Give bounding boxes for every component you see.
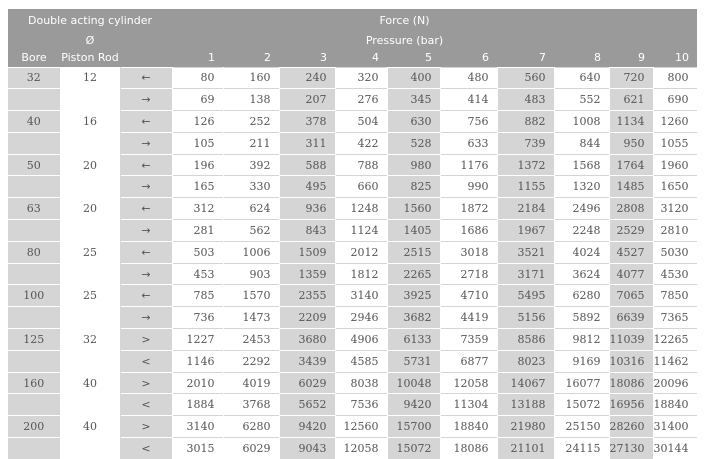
force-value-cell: 25150 bbox=[554, 416, 609, 438]
force-value-cell: 11304 bbox=[440, 394, 497, 416]
force-value-cell: 2184 bbox=[497, 198, 554, 220]
piston-rod-cell: 32 bbox=[60, 329, 120, 351]
force-value-cell: 1884 bbox=[172, 394, 223, 416]
force-value-cell: 560 bbox=[497, 67, 554, 89]
force-value-cell: 3682 bbox=[387, 307, 440, 329]
force-value-cell: 2209 bbox=[279, 307, 335, 329]
table-row bbox=[8, 263, 697, 285]
force-value-cell: 1227 bbox=[172, 329, 223, 351]
force-value-cell: 138 bbox=[223, 89, 279, 111]
bore-cell: 63 bbox=[8, 198, 60, 220]
force-value-cell: 18840 bbox=[653, 394, 697, 416]
direction-cell: → bbox=[120, 307, 172, 329]
header-blank bbox=[120, 49, 172, 67]
force-value-cell: 345 bbox=[387, 89, 440, 111]
bore-cell bbox=[8, 307, 60, 329]
bore-cell bbox=[8, 132, 60, 154]
bore-cell bbox=[8, 394, 60, 416]
force-value-cell: 240 bbox=[279, 67, 335, 89]
force-value-cell: 3018 bbox=[440, 241, 497, 263]
piston-rod-cell bbox=[60, 176, 120, 198]
force-value-cell: 1485 bbox=[609, 176, 653, 198]
piston-rod-cell: 25 bbox=[60, 241, 120, 263]
header-blank bbox=[120, 31, 172, 49]
force-value-cell: 980 bbox=[387, 154, 440, 176]
force-value-cell: 6639 bbox=[609, 307, 653, 329]
force-value-cell: 15072 bbox=[387, 438, 440, 459]
force-value-cell: 950 bbox=[609, 132, 653, 154]
force-value-cell: 1176 bbox=[440, 154, 497, 176]
piston-rod-cell: 12 bbox=[60, 67, 120, 89]
direction-cell: → bbox=[120, 132, 172, 154]
force-value-cell: 7536 bbox=[335, 394, 387, 416]
force-value-cell: 211 bbox=[223, 132, 279, 154]
pressure-header-5: 5 bbox=[387, 49, 440, 67]
force-value-cell: 4419 bbox=[440, 307, 497, 329]
force-value-cell: 7365 bbox=[653, 307, 697, 329]
force-value-cell: 9812 bbox=[554, 329, 609, 351]
force-value-cell: 562 bbox=[223, 220, 279, 242]
force-value-cell: 252 bbox=[223, 111, 279, 133]
force-value-cell: 903 bbox=[223, 263, 279, 285]
direction-cell: ← bbox=[120, 154, 172, 176]
force-value-cell: 165 bbox=[172, 176, 223, 198]
force-value-cell: 843 bbox=[279, 220, 335, 242]
force-value-cell: 18086 bbox=[440, 438, 497, 459]
force-value-cell: 1812 bbox=[335, 263, 387, 285]
force-value-cell: 28260 bbox=[609, 416, 653, 438]
table-row bbox=[8, 307, 697, 329]
pressure-header-7: 7 bbox=[497, 49, 554, 67]
piston-rod-cell bbox=[60, 132, 120, 154]
piston-rod-cell: 25 bbox=[60, 285, 120, 307]
piston-rod-cell: 20 bbox=[60, 154, 120, 176]
force-value-cell: 5156 bbox=[497, 307, 554, 329]
force-value-cell: 330 bbox=[223, 176, 279, 198]
force-value-cell: 528 bbox=[387, 132, 440, 154]
force-value-cell: 6280 bbox=[554, 285, 609, 307]
force-value-cell: 21101 bbox=[497, 438, 554, 459]
force-value-cell: 6133 bbox=[387, 329, 440, 351]
direction-cell: > bbox=[120, 372, 172, 394]
force-value-cell: 6029 bbox=[279, 372, 335, 394]
force-value-cell: 160 bbox=[223, 67, 279, 89]
force-value-cell: 1568 bbox=[554, 154, 609, 176]
direction-cell: → bbox=[120, 220, 172, 242]
force-value-cell: 105 bbox=[172, 132, 223, 154]
force-value-cell: 1146 bbox=[172, 350, 223, 372]
piston-rod-cell: 16 bbox=[60, 111, 120, 133]
bore-cell: 40 bbox=[8, 111, 60, 133]
force-value-cell: 1570 bbox=[223, 285, 279, 307]
force-value-cell: 3015 bbox=[172, 438, 223, 459]
force-value-cell: 1372 bbox=[497, 154, 554, 176]
force-value-cell: 14067 bbox=[497, 372, 554, 394]
force-value-cell: 4024 bbox=[554, 241, 609, 263]
table-row bbox=[8, 67, 697, 89]
force-value-cell: 8023 bbox=[497, 350, 554, 372]
force-value-cell: 1320 bbox=[554, 176, 609, 198]
force-value-cell: 3439 bbox=[279, 350, 335, 372]
bore-cell bbox=[8, 438, 60, 459]
force-value-cell: 10316 bbox=[609, 350, 653, 372]
force-value-cell: 7850 bbox=[653, 285, 697, 307]
force-value-cell: 4530 bbox=[653, 263, 697, 285]
direction-cell: → bbox=[120, 89, 172, 111]
force-value-cell: 936 bbox=[279, 198, 335, 220]
bore-cell: 80 bbox=[8, 241, 60, 263]
bore-cell: 32 bbox=[8, 67, 60, 89]
force-value-cell: 503 bbox=[172, 241, 223, 263]
force-value-cell: 1248 bbox=[335, 198, 387, 220]
force-value-cell: 1008 bbox=[554, 111, 609, 133]
force-value-cell: 2292 bbox=[223, 350, 279, 372]
direction-cell: < bbox=[120, 438, 172, 459]
force-value-cell: 422 bbox=[335, 132, 387, 154]
bore-cell: 200 bbox=[8, 416, 60, 438]
force-value-cell: 2010 bbox=[172, 372, 223, 394]
table-row bbox=[8, 111, 697, 133]
table-header bbox=[8, 9, 697, 67]
force-value-cell: 2808 bbox=[609, 198, 653, 220]
direction-cell: → bbox=[120, 263, 172, 285]
bore-cell: 160 bbox=[8, 372, 60, 394]
piston-rod-cell bbox=[60, 263, 120, 285]
force-value-cell: 3680 bbox=[279, 329, 335, 351]
piston-rod-cell bbox=[60, 438, 120, 459]
force-value-cell: 739 bbox=[497, 132, 554, 154]
bore-cell bbox=[8, 350, 60, 372]
force-value-cell: 80 bbox=[172, 67, 223, 89]
force-value-cell: 8586 bbox=[497, 329, 554, 351]
force-value-cell: 30144 bbox=[653, 438, 697, 459]
force-value-cell: 69 bbox=[172, 89, 223, 111]
force-value-cell: 5495 bbox=[497, 285, 554, 307]
force-value-cell: 2529 bbox=[609, 220, 653, 242]
force-value-cell: 196 bbox=[172, 154, 223, 176]
pressure-header-10: 10 bbox=[653, 49, 697, 67]
piston-rod-cell bbox=[60, 394, 120, 416]
table-row bbox=[8, 285, 697, 307]
force-value-cell: 12560 bbox=[335, 416, 387, 438]
force-value-cell: 4710 bbox=[440, 285, 497, 307]
force-value-cell: 7065 bbox=[609, 285, 653, 307]
force-value-cell: 9420 bbox=[279, 416, 335, 438]
direction-cell: ← bbox=[120, 285, 172, 307]
table-row bbox=[8, 350, 697, 372]
force-value-cell: 756 bbox=[440, 111, 497, 133]
force-value-cell: 788 bbox=[335, 154, 387, 176]
force-value-cell: 378 bbox=[279, 111, 335, 133]
table-row bbox=[8, 220, 697, 242]
force-value-cell: 9043 bbox=[279, 438, 335, 459]
force-value-cell: 8038 bbox=[335, 372, 387, 394]
force-value-cell: 9420 bbox=[387, 394, 440, 416]
force-value-cell: 690 bbox=[653, 89, 697, 111]
force-value-cell: 3140 bbox=[172, 416, 223, 438]
force-value-cell: 3521 bbox=[497, 241, 554, 263]
force-value-cell: 6280 bbox=[223, 416, 279, 438]
force-value-cell: 3171 bbox=[497, 263, 554, 285]
force-value-cell: 31400 bbox=[653, 416, 697, 438]
bore-cell bbox=[8, 263, 60, 285]
force-label: Force (N) bbox=[172, 9, 697, 31]
force-value-cell: 2012 bbox=[335, 241, 387, 263]
piston-rod-cell: 40 bbox=[60, 416, 120, 438]
force-value-cell: 4527 bbox=[609, 241, 653, 263]
table-row bbox=[8, 89, 697, 111]
bore-cell: 50 bbox=[8, 154, 60, 176]
force-value-cell: 281 bbox=[172, 220, 223, 242]
force-value-cell: 882 bbox=[497, 111, 554, 133]
table-row bbox=[8, 132, 697, 154]
pressure-header-6: 6 bbox=[440, 49, 497, 67]
pressure-header-4: 4 bbox=[335, 49, 387, 67]
force-value-cell: 15700 bbox=[387, 416, 440, 438]
force-value-cell: 12058 bbox=[440, 372, 497, 394]
force-value-cell: 11039 bbox=[609, 329, 653, 351]
force-value-cell: 2355 bbox=[279, 285, 335, 307]
force-value-cell: 320 bbox=[335, 67, 387, 89]
force-value-cell: 2248 bbox=[554, 220, 609, 242]
pressure-header-8: 8 bbox=[554, 49, 609, 67]
force-value-cell: 12058 bbox=[335, 438, 387, 459]
table-row bbox=[8, 329, 697, 351]
force-value-cell: 9169 bbox=[554, 350, 609, 372]
bore-cell bbox=[8, 89, 60, 111]
direction-cell: < bbox=[120, 350, 172, 372]
table-row bbox=[8, 154, 697, 176]
force-value-cell: 785 bbox=[172, 285, 223, 307]
force-value-cell: 483 bbox=[497, 89, 554, 111]
pressure-header-3: 3 bbox=[279, 49, 335, 67]
force-value-cell: 3768 bbox=[223, 394, 279, 416]
force-value-cell: 7359 bbox=[440, 329, 497, 351]
force-value-cell: 1124 bbox=[335, 220, 387, 242]
force-value-cell: 800 bbox=[653, 67, 697, 89]
force-value-cell: 630 bbox=[387, 111, 440, 133]
direction-cell: ← bbox=[120, 111, 172, 133]
force-value-cell: 276 bbox=[335, 89, 387, 111]
piston-rod-cell bbox=[60, 220, 120, 242]
force-value-cell: 312 bbox=[172, 198, 223, 220]
force-value-cell: 1134 bbox=[609, 111, 653, 133]
force-value-cell: 660 bbox=[335, 176, 387, 198]
force-value-cell: 4585 bbox=[335, 350, 387, 372]
force-value-cell: 588 bbox=[279, 154, 335, 176]
force-value-cell: 552 bbox=[554, 89, 609, 111]
table-row bbox=[8, 198, 697, 220]
force-value-cell: 1960 bbox=[653, 154, 697, 176]
force-value-cell: 1509 bbox=[279, 241, 335, 263]
force-value-cell: 1560 bbox=[387, 198, 440, 220]
force-value-cell: 20096 bbox=[653, 372, 697, 394]
table-row bbox=[8, 176, 697, 198]
force-value-cell: 27130 bbox=[609, 438, 653, 459]
direction-cell: > bbox=[120, 329, 172, 351]
force-value-cell: 720 bbox=[609, 67, 653, 89]
force-value-cell: 2810 bbox=[653, 220, 697, 242]
force-value-cell: 1359 bbox=[279, 263, 335, 285]
force-value-cell: 495 bbox=[279, 176, 335, 198]
force-value-cell: 825 bbox=[387, 176, 440, 198]
force-value-cell: 207 bbox=[279, 89, 335, 111]
force-value-cell: 414 bbox=[440, 89, 497, 111]
force-value-cell: 1686 bbox=[440, 220, 497, 242]
force-value-cell: 1405 bbox=[387, 220, 440, 242]
force-value-cell: 15072 bbox=[554, 394, 609, 416]
force-value-cell: 400 bbox=[387, 67, 440, 89]
force-value-cell: 736 bbox=[172, 307, 223, 329]
force-value-cell: 3925 bbox=[387, 285, 440, 307]
force-value-cell: 3624 bbox=[554, 263, 609, 285]
piston-rod-label: Piston Rod bbox=[60, 49, 120, 67]
force-value-cell: 4077 bbox=[609, 263, 653, 285]
force-value-cell: 1967 bbox=[497, 220, 554, 242]
bore-cell: 125 bbox=[8, 329, 60, 351]
force-value-cell: 504 bbox=[335, 111, 387, 133]
direction-cell: → bbox=[120, 176, 172, 198]
header-blank bbox=[8, 31, 60, 49]
force-value-cell: 453 bbox=[172, 263, 223, 285]
force-value-cell: 2453 bbox=[223, 329, 279, 351]
table-row bbox=[8, 394, 697, 416]
force-value-cell: 480 bbox=[440, 67, 497, 89]
table-row bbox=[8, 416, 697, 438]
force-value-cell: 3120 bbox=[653, 198, 697, 220]
force-value-cell: 1473 bbox=[223, 307, 279, 329]
force-value-cell: 5892 bbox=[554, 307, 609, 329]
force-value-cell: 311 bbox=[279, 132, 335, 154]
piston-rod-cell bbox=[60, 89, 120, 111]
force-value-cell: 5030 bbox=[653, 241, 697, 263]
force-value-cell: 990 bbox=[440, 176, 497, 198]
table-row bbox=[8, 438, 697, 459]
force-value-cell: 11462 bbox=[653, 350, 697, 372]
force-value-cell: 1260 bbox=[653, 111, 697, 133]
force-value-cell: 6029 bbox=[223, 438, 279, 459]
force-value-cell: 1155 bbox=[497, 176, 554, 198]
direction-cell: < bbox=[120, 394, 172, 416]
force-value-cell: 844 bbox=[554, 132, 609, 154]
bore-cell: 100 bbox=[8, 285, 60, 307]
pressure-header-2: 2 bbox=[223, 49, 279, 67]
force-value-cell: 2946 bbox=[335, 307, 387, 329]
force-value-cell: 12265 bbox=[653, 329, 697, 351]
force-value-cell: 1872 bbox=[440, 198, 497, 220]
force-value-cell: 1650 bbox=[653, 176, 697, 198]
force-value-cell: 2515 bbox=[387, 241, 440, 263]
force-table bbox=[8, 9, 698, 459]
diameter-symbol: Ø bbox=[60, 31, 120, 49]
table-body bbox=[8, 67, 697, 459]
force-value-cell: 16077 bbox=[554, 372, 609, 394]
force-value-cell: 24115 bbox=[554, 438, 609, 459]
force-value-cell: 624 bbox=[223, 198, 279, 220]
force-value-cell: 2496 bbox=[554, 198, 609, 220]
force-value-cell: 1006 bbox=[223, 241, 279, 263]
force-value-cell: 2265 bbox=[387, 263, 440, 285]
table-row bbox=[8, 372, 697, 394]
force-value-cell: 3140 bbox=[335, 285, 387, 307]
force-value-cell: 4019 bbox=[223, 372, 279, 394]
direction-cell: ← bbox=[120, 241, 172, 263]
bore-label: Bore bbox=[8, 49, 60, 67]
piston-rod-cell bbox=[60, 307, 120, 329]
force-value-cell: 10048 bbox=[387, 372, 440, 394]
force-value-cell: 1055 bbox=[653, 132, 697, 154]
direction-cell: ← bbox=[120, 67, 172, 89]
force-value-cell: 5652 bbox=[279, 394, 335, 416]
pressure-header-1: 1 bbox=[172, 49, 223, 67]
force-value-cell: 13188 bbox=[497, 394, 554, 416]
force-value-cell: 16956 bbox=[609, 394, 653, 416]
force-value-cell: 21980 bbox=[497, 416, 554, 438]
piston-rod-cell bbox=[60, 350, 120, 372]
force-value-cell: 18086 bbox=[609, 372, 653, 394]
bore-cell bbox=[8, 176, 60, 198]
force-value-cell: 18840 bbox=[440, 416, 497, 438]
bore-cell bbox=[8, 220, 60, 242]
direction-cell: > bbox=[120, 416, 172, 438]
force-value-cell: 621 bbox=[609, 89, 653, 111]
table-row bbox=[8, 241, 697, 263]
force-value-cell: 1764 bbox=[609, 154, 653, 176]
force-value-cell: 4906 bbox=[335, 329, 387, 351]
piston-rod-cell: 40 bbox=[60, 372, 120, 394]
force-value-cell: 2718 bbox=[440, 263, 497, 285]
pressure-header-9: 9 bbox=[609, 49, 653, 67]
table-title: Double acting cylinder bbox=[8, 9, 172, 31]
force-value-cell: 633 bbox=[440, 132, 497, 154]
force-value-cell: 5731 bbox=[387, 350, 440, 372]
force-value-cell: 392 bbox=[223, 154, 279, 176]
force-value-cell: 126 bbox=[172, 111, 223, 133]
piston-rod-cell: 20 bbox=[60, 198, 120, 220]
force-value-cell: 640 bbox=[554, 67, 609, 89]
pressure-label: Pressure (bar) bbox=[172, 31, 697, 49]
force-value-cell: 6877 bbox=[440, 350, 497, 372]
direction-cell: ← bbox=[120, 198, 172, 220]
